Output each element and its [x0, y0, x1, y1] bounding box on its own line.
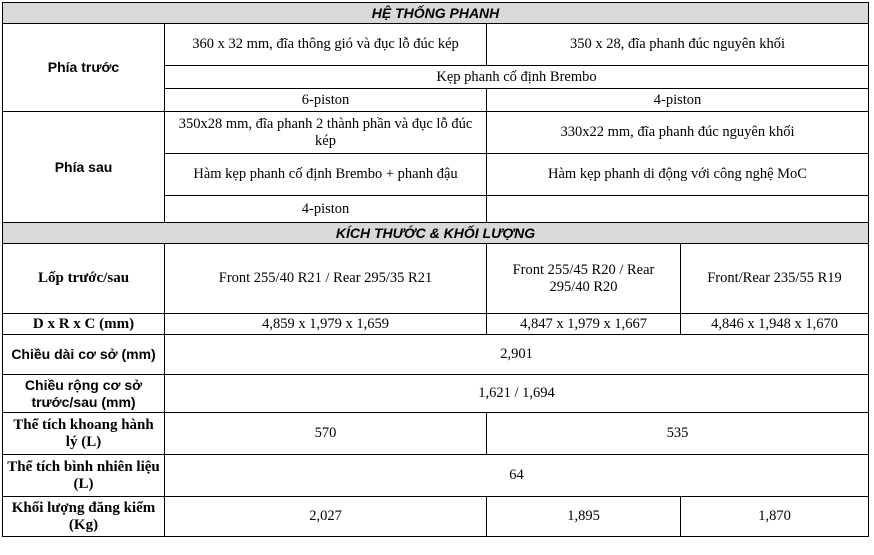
dxrxc-value-1: 4,859 x 1,979 x 1,659	[165, 314, 487, 335]
rear-disc-a: 350x28 mm, đĩa phanh 2 thành phần và đục lỗ đúc kép	[165, 112, 487, 154]
front-piston-b: 4-piston	[487, 89, 869, 112]
weight-row	[3, 497, 869, 537]
rear-caliper-b: Hàm kẹp phanh di động với công nghệ MoC	[487, 154, 869, 196]
track-row	[3, 375, 869, 413]
front-disc-row	[3, 24, 869, 66]
front-label: Phía trước	[3, 24, 165, 112]
luggage-row	[3, 413, 869, 455]
wheelbase-row	[3, 335, 869, 375]
dxrxc-value-2: 4,847 x 1,979 x 1,667	[487, 314, 681, 335]
dxrxc-value-3: 4,846 x 1,948 x 1,670	[681, 314, 869, 335]
spec-table	[2, 2, 869, 537]
weight-value-1: 2,027	[165, 497, 487, 537]
rear-label: Phía sau	[3, 112, 165, 223]
track-label: Chiều rộng cơ sở trước/sau (mm)	[3, 375, 165, 413]
track-value: 1,621 / 1,694	[165, 375, 869, 413]
tires-value-2: Front 255/45 R20 / Rear 295/40 R20	[487, 244, 681, 314]
rear-disc-b: 330x22 mm, đĩa phanh đúc nguyên khối	[487, 112, 869, 154]
fuel-value: 64	[165, 455, 869, 497]
fuel-label: Thể tích bình nhiên liệu (L)	[3, 455, 165, 497]
tires-row	[3, 244, 869, 314]
rear-disc-row	[3, 112, 869, 154]
tires-value-1: Front 255/40 R21 / Rear 295/35 R21	[165, 244, 487, 314]
luggage-value-1: 570	[165, 413, 487, 455]
rear-piston-a: 4-piston	[165, 196, 487, 223]
front-piston-a: 6-piston	[165, 89, 487, 112]
dimensions-section-title: KÍCH THƯỚC & KHỐI LƯỢNG	[3, 223, 869, 244]
luggage-value-2: 535	[487, 413, 869, 455]
wheelbase-label: Chiều dài cơ sở (mm)	[3, 335, 165, 375]
front-disc-a: 360 x 32 mm, đĩa thông gió và đục lỗ đúc kép	[165, 24, 487, 66]
brakes-section-title: HỆ THỐNG PHANH	[3, 3, 869, 24]
dxrxc-row	[3, 314, 869, 335]
tires-value-3: Front/Rear 235/55 R19	[681, 244, 869, 314]
wheelbase-value: 2,901	[165, 335, 869, 375]
weight-label: Khối lượng đăng kiểm (Kg)	[3, 497, 165, 537]
dimensions-header-row	[3, 223, 869, 244]
tires-label: Lốp trước/sau	[3, 244, 165, 314]
rear-caliper-a: Hàm kẹp phanh cố định Brembo + phanh đậu	[165, 154, 487, 196]
weight-value-2: 1,895	[487, 497, 681, 537]
luggage-label: Thể tích khoang hành lý (L)	[3, 413, 165, 455]
brakes-header-row	[3, 3, 869, 24]
front-caliper: Kẹp phanh cố định Brembo	[165, 66, 869, 89]
front-disc-b: 350 x 28, đĩa phanh đúc nguyên khối	[487, 24, 869, 66]
fuel-row	[3, 455, 869, 497]
dxrxc-label: D x R x C (mm)	[3, 314, 165, 335]
rear-piston-empty	[487, 196, 869, 223]
weight-value-3: 1,870	[681, 497, 869, 537]
